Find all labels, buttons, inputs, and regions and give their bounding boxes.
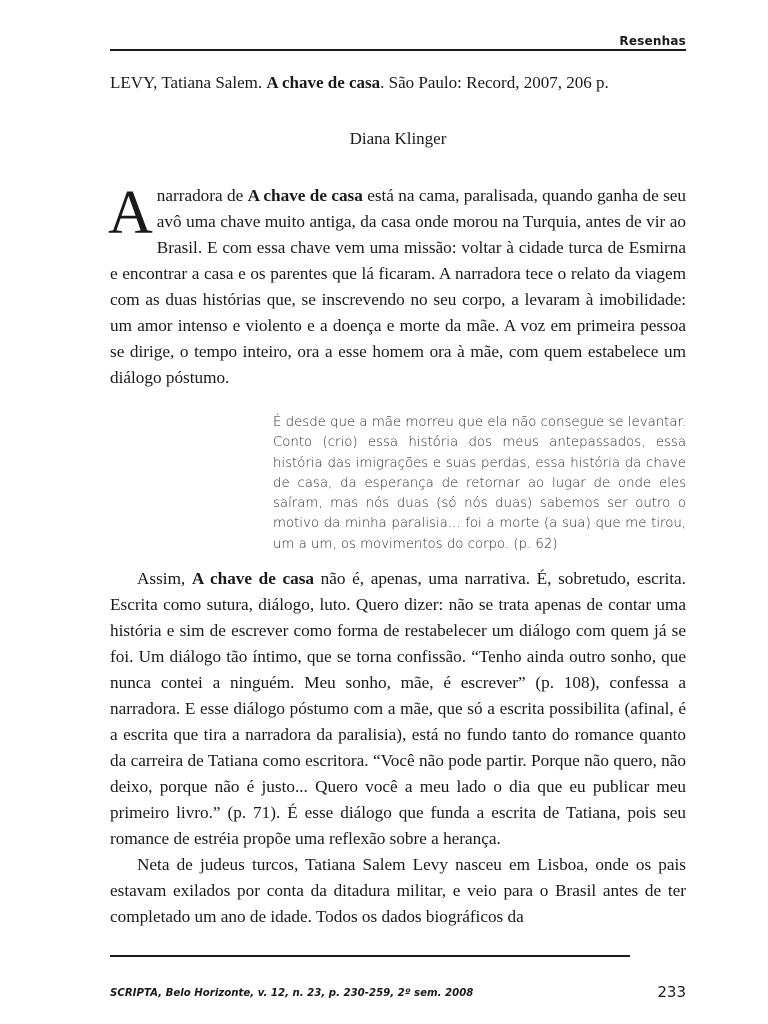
paragraph-1-text: está na cama, paralisada, quando ganha de seu avô uma chave muito antiga, da casa onde morou na Turquia, antes de vir ao Brasil. E com essa chave vem uma missão: voltar à cidade turca de Esmirna e encontrar a casa e os parentes que lá ficaram. A narradora tece o relato da viagem com as duas histórias que, se inscrevendo no seu corpo, a levaram à imobilidade: um amor intenso e violento e a doença e morte da mãe. A voz em primeira pessoa se dirige, o tempo inteiro, ora a esse homem ora à mãe, com quem estabelece um diálogo póstumo.: [110, 186, 686, 387]
body-continuation: [110, 566, 686, 930]
page-number: 233: [657, 983, 686, 1001]
book-citation: [110, 72, 690, 94]
citation-title: A chave de casa: [266, 73, 381, 92]
citation-publication: . São Paulo: Record, 2007, 206 p.: [380, 73, 609, 92]
footer-journal-citation: SCRIPTA, Belo Horizonte, v. 12, n. 23, p. 230-259, 2º sem. 2008: [110, 988, 474, 999]
block-quote: [273, 413, 686, 555]
citation-author: LEVY, Tatiana Salem.: [110, 73, 263, 92]
header-rule: [110, 49, 686, 51]
reviewer-name: Diana Klinger: [349, 129, 447, 148]
paragraph-2: [110, 566, 686, 852]
paragraph-2-title: A chave de casa: [191, 569, 314, 588]
paragraph-1-title: A chave de casa: [247, 186, 363, 205]
running-header-section: Resenhas: [619, 34, 686, 48]
paragraph-1: [108, 179, 686, 391]
block-quote-text: É desde que a mãe morreu que ela não consegue se levantar. Conto (crio) essa história dos meus antepassados, essa história das imigrações e suas perdas, essa história da chave de casa, da esperança de retornar ao lugar de onde eles saíram, mas nós duas (só nós duas) sabemos ser outro o motivo da minha paralisia... foi a morte (a sua) que me tirou, um a um, os movimentos do corpo. (p. 62): [273, 415, 686, 552]
paragraph-1-lead: narradora de: [156, 186, 248, 205]
paragraph-2-lead: Assim,: [137, 569, 192, 588]
drop-cap: A: [108, 179, 153, 247]
paragraph-3: Neta de judeus turcos, Tatiana Salem Levy nasceu em Lisboa, onde os pais estavam exilados por conta da ditadura militar, e veio para o Brasil antes de ter completado um ano de idade. Todos os dados biográficos da: [110, 855, 686, 926]
footer-rule: [110, 955, 630, 957]
paragraph-2-text: não é, apenas, uma narrativa. É, sobretudo, escrita. Escrita como sutura, diálogo, luto. Quero dizer: não se trata apenas de contar uma história e sim de escrever como forma de restabelecer um diálogo com quem já se foi. Um diálogo tão íntimo, que se torna confissão. “Tenho ainda outro sonho, que nunca contei a ninguém. Meu sonho, mãe, é escrever” (p. 108), confessa a narradora. E esse diálogo póstumo com a mãe, que só a escrita possibilita (afinal, é a escrita que tira a narradora da paralisia), está no fundo tanto do romance quanto da carreira de Tatiana como escritora. “Você não pode partir. Porque não quero, não deixo, porque não é justo... Quero você a meu lado o dia que eu publicar meu primeiro livro.” (p. 71). É esse diálogo que funda a escrita de Tatiana, pois seu romance de estréia propõe uma reflexão sobre a herança.: [110, 569, 686, 848]
